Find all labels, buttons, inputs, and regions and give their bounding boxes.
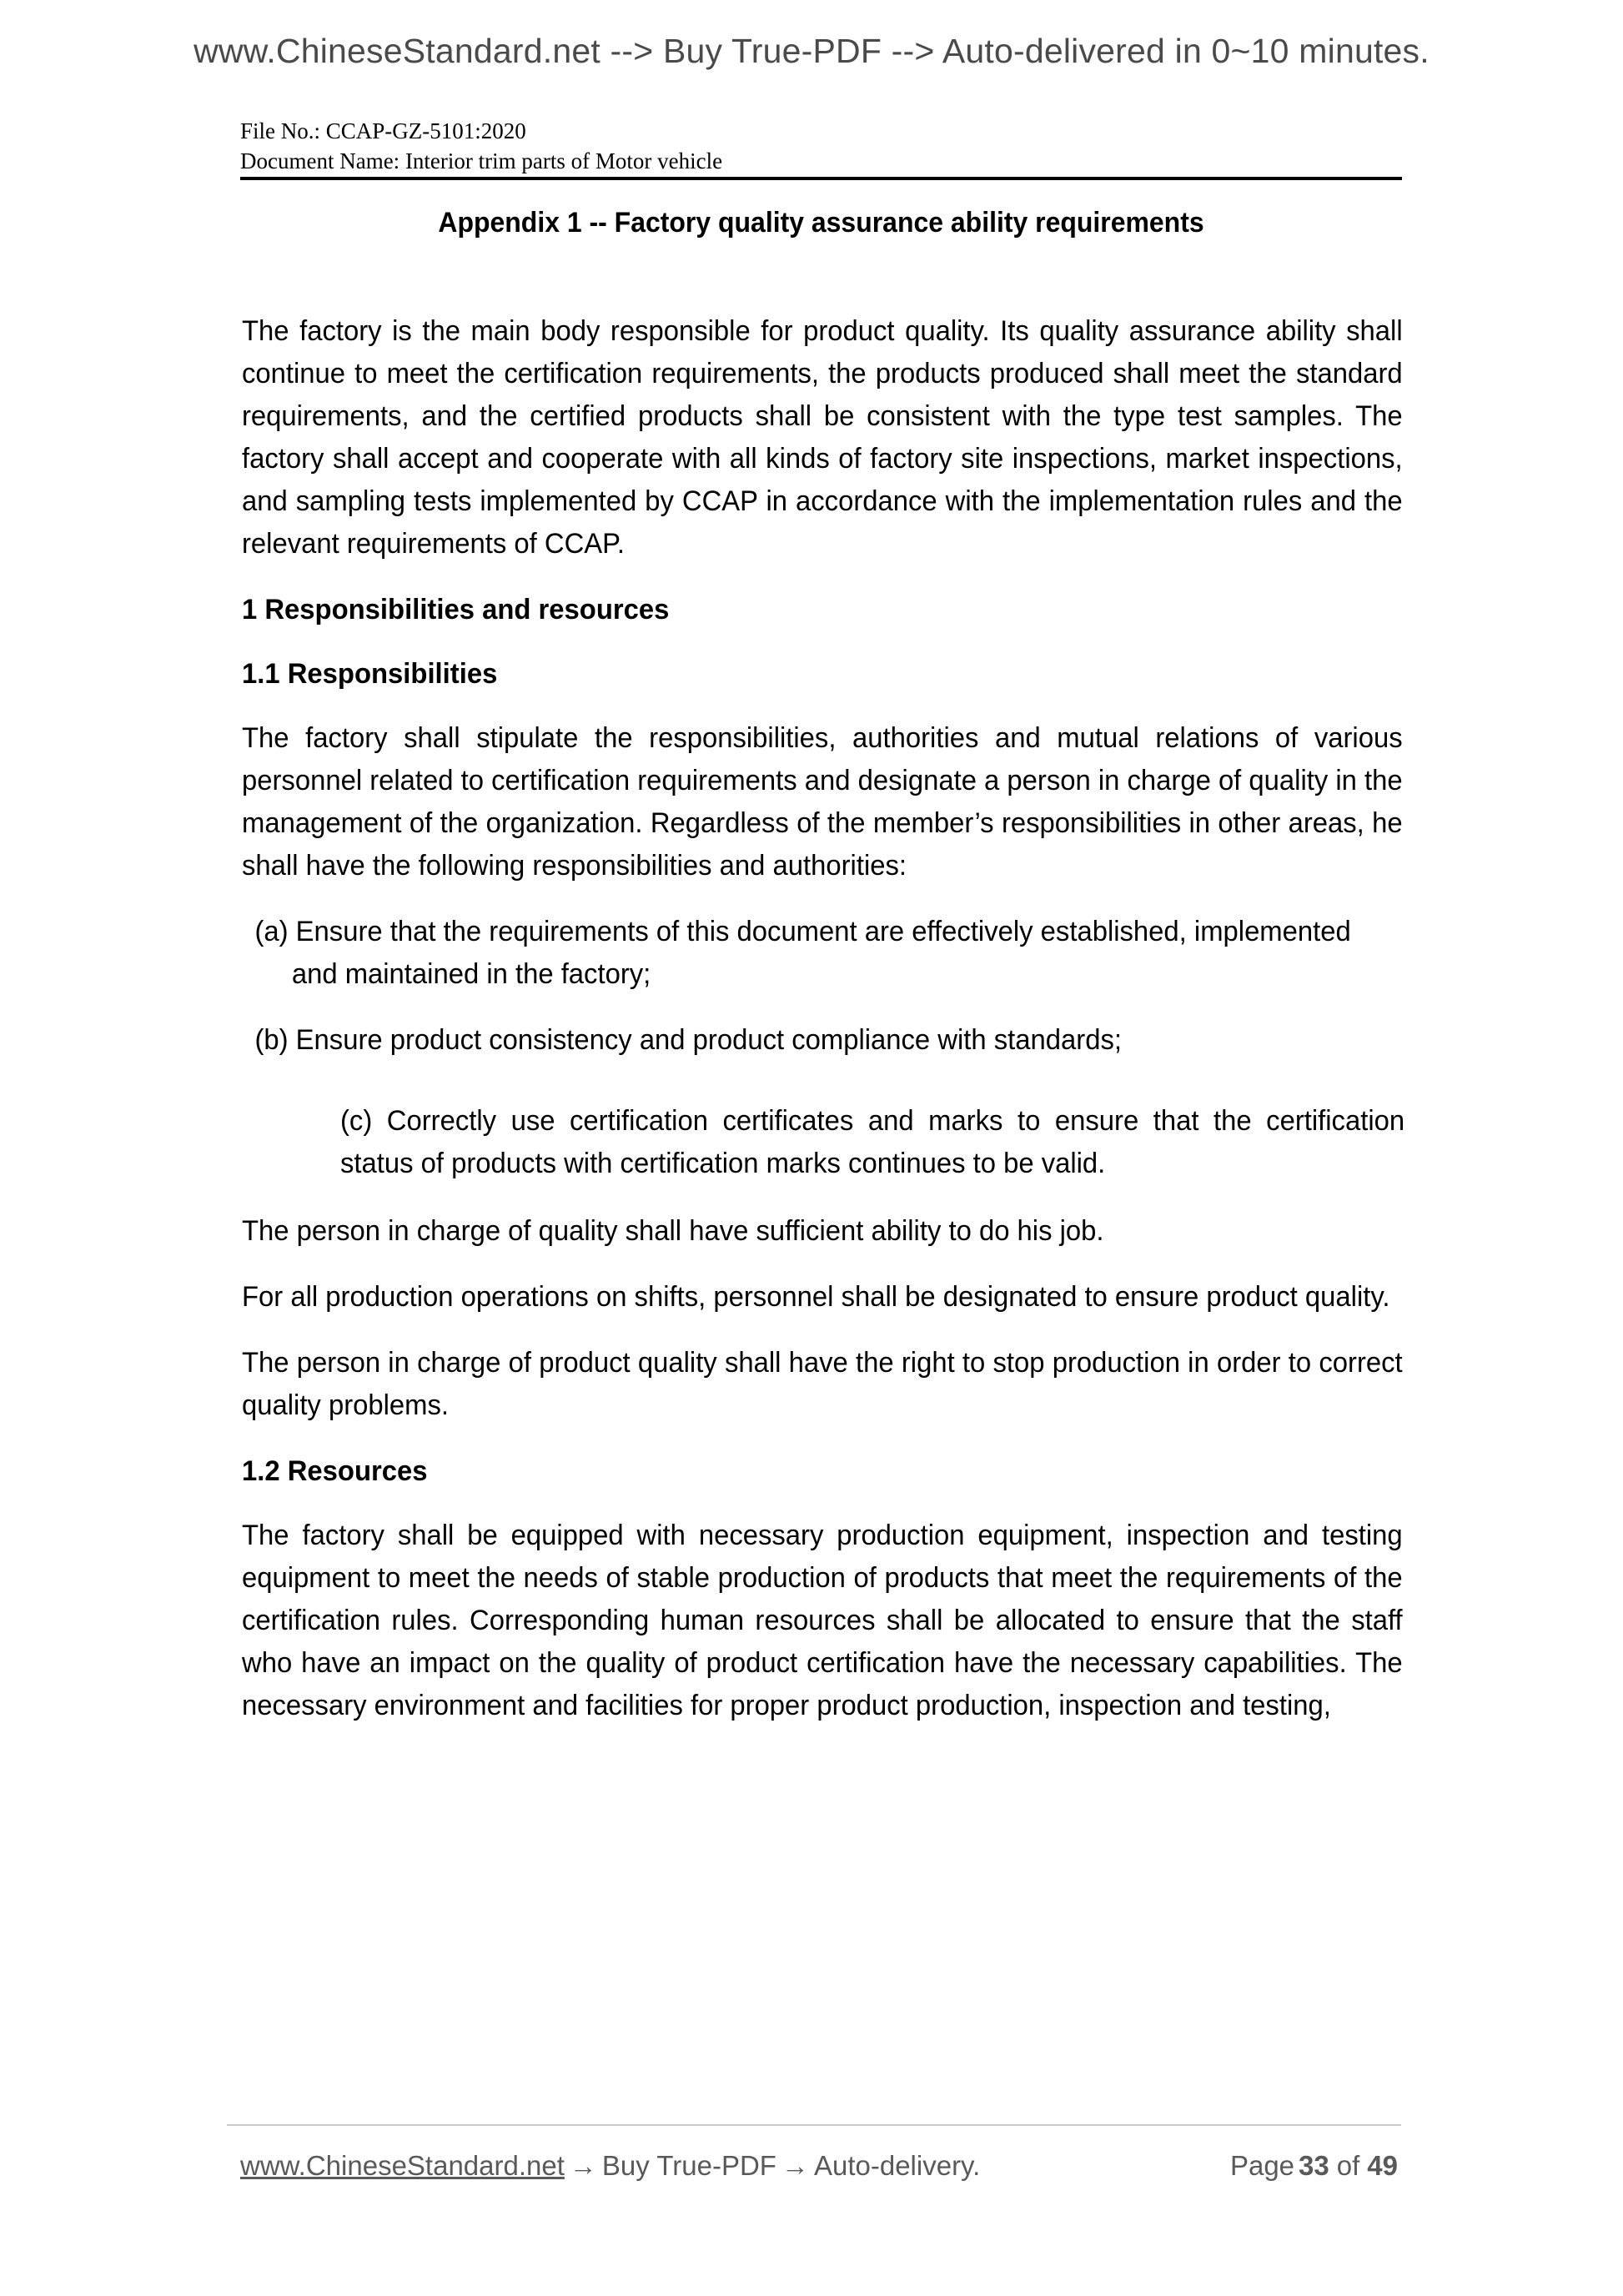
arrow-right-icon: → xyxy=(569,2150,597,2181)
footer-site-link[interactable]: www.ChineseStandard.net xyxy=(240,2150,565,2181)
footer-delivery-label: Auto-delivery. xyxy=(813,2150,981,2181)
paragraph-responsibilities: The factory shall stipulate the responsibilities, authorities and mutual relations of various personnel related to certification requirements and designate a person in charge of quality in the management of the organization. Regardless of the member’s responsibilities in other areas, he shall have the following responsibilities and authorities: xyxy=(242,722,1403,882)
document-body xyxy=(242,310,1403,1751)
heading-1: 1 Responsibilities and resources xyxy=(242,594,670,625)
list-item: (a) Ensure that the requirements of this document are effectively established, implemented and maintained in the factory; xyxy=(254,916,1351,990)
page-title: Appendix 1 -- Factory quality assurance ability requirements xyxy=(438,207,1204,239)
header-divider xyxy=(240,177,1402,180)
intro-paragraph: The factory is the main body responsible for product quality. Its quality assurance ability shall continue to meet the certification requirements, the products produced shall meet the standard requirements, and the certified products shall be consistent with the type test samples. The factory shall accept and cooperate with all kinds of factory site inspections, market inspections, and sampling tests implemented by CCAP in accordance with the implementation rules and the relevant requirements of CCAP. xyxy=(242,315,1403,560)
paragraph-sufficient-ability: The person in charge of quality shall have sufficient ability to do his job. xyxy=(242,1215,1104,1247)
footer-left-group xyxy=(240,2150,980,2182)
heading-1-1: 1.1 Responsibilities xyxy=(242,658,498,690)
paragraph-resources: The factory shall be equipped with necessary production equipment, inspection and testing equipment to meet the needs of stable production of products that meet the requirements of the certification rules. Corresponding human resources shall be allocated to ensure that the staff who have an impact on the quality of product certification have the necessary capabilities. The necessary environment and facilities for proper product production, inspection and testing, xyxy=(242,1520,1403,1721)
current-page-number: 33 xyxy=(1299,2150,1329,2181)
document-meta-header xyxy=(240,117,1404,177)
footer-divider xyxy=(227,2124,1401,2126)
heading-1-2: 1.2 Resources xyxy=(242,1455,428,1487)
arrow-right-icon: → xyxy=(781,2150,809,2181)
document-name: Document Name: Interior trim parts of Motor vehicle xyxy=(240,148,723,173)
paragraph-shifts: For all production operations on shifts, personnel shall be designated to ensure product quality. xyxy=(242,1281,1390,1313)
footer-buy-label: Buy True-PDF xyxy=(601,2150,776,2181)
page-indicator xyxy=(1230,2150,1402,2182)
list-item: (b) Ensure product consistency and product compliance with standards; xyxy=(254,1024,1122,1056)
paragraph-stop-production: The person in charge of product quality shall have the right to stop production in order to correct quality problems. xyxy=(242,1347,1403,1421)
total-page-count: 49 xyxy=(1367,2150,1398,2181)
promo-banner: www.ChineseStandard.net --> Buy True-PDF --> Auto-delivered in 0~10 minutes. xyxy=(193,32,1430,70)
list-item: (c) Correctly use certification certificates and marks to ensure that the certification status of products with certification marks continues to be valid. xyxy=(340,1105,1405,1179)
of-label: of xyxy=(1336,2150,1360,2181)
page-label: Page xyxy=(1229,2150,1295,2181)
file-number: File No.: CCAP-GZ-5101:2020 xyxy=(240,118,526,143)
